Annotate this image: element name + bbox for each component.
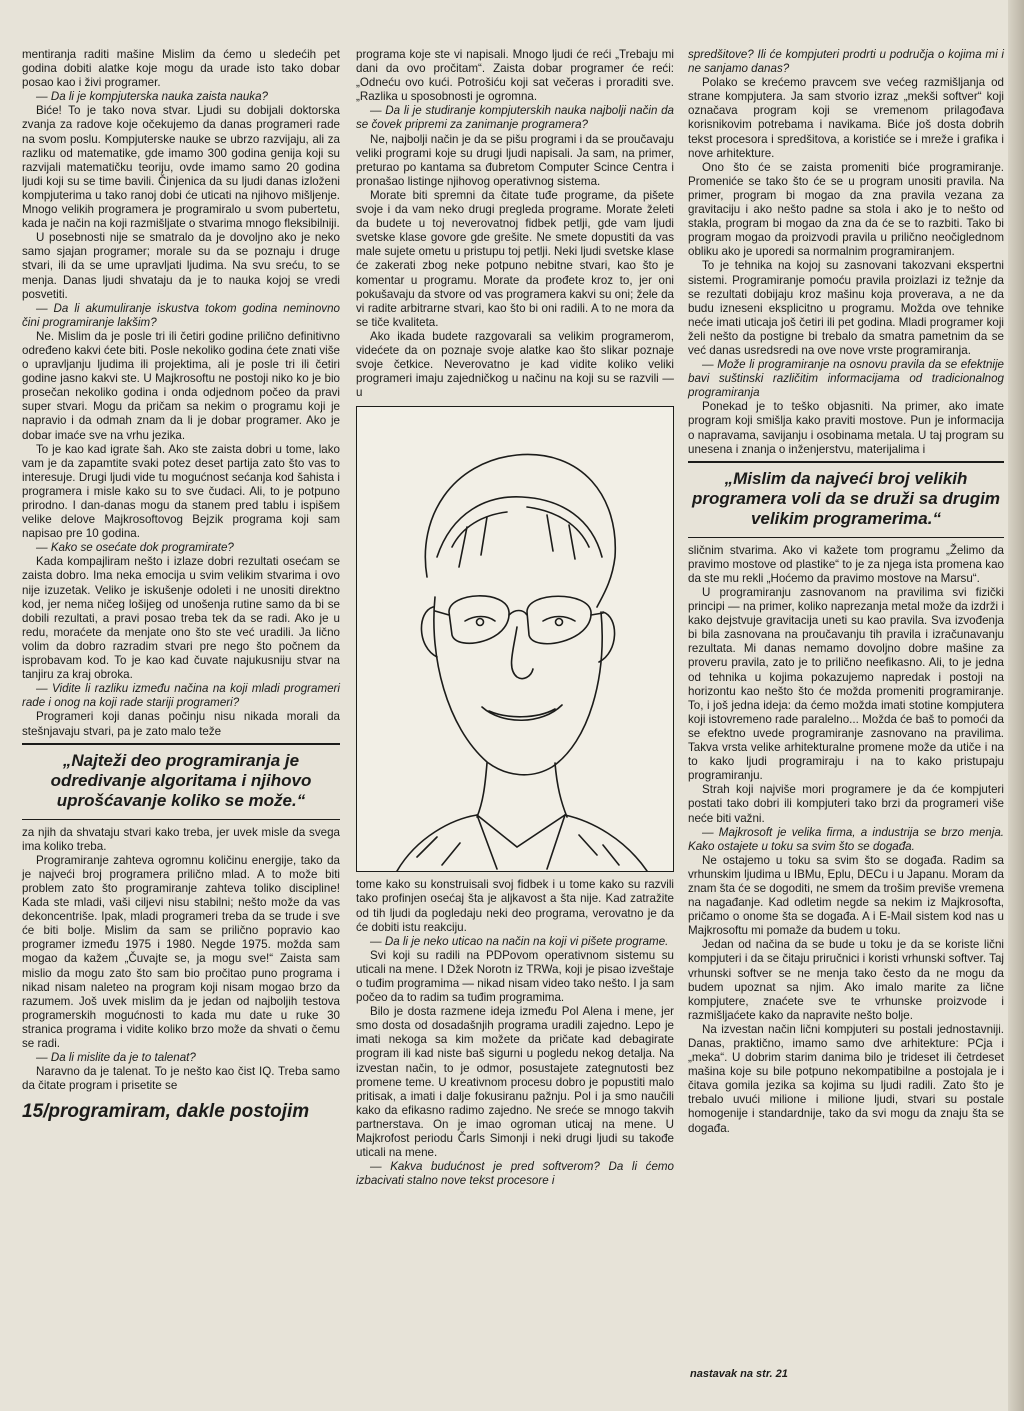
interview-question: — Majkrosoft je velika firma, a industrija se brzo menja. Kako ostajete u toku sa svim što se događa.: [688, 825, 1004, 853]
paragraph: Svi koji su radili na PDPovom operativnom sistemu su uticali na mene. I Džek Norotn iz TRWa, koji je pisao izveštaje o tuđim programima — nikad nisam video tako nešto. I ja sam počeo da to radim sa tuđim programima.: [356, 948, 674, 1005]
continued-on-page: nastavak na str. 21: [690, 1368, 788, 1380]
paragraph: Ne, najbolji način je da se pišu programi i da se proučavaju veliki programi koje su drugi ljudi napisali. Ja sam, na primer, preturao po kantama sa đubretom Computer Scince Centra i pronašao listinge njihovog operativnog sistema.: [356, 132, 674, 188]
paragraph: Jedan od načina da se bude u toku je da se koriste lični kompjuteri i da se čitaju priručnici i koristi vrhunski softver. Taj vrhunski softver se ne menja tako često da ne mogu da budem upoznat sa njim. Ako imalo marite za lične kompjutere, znaćete sve te vrhunske proizvode i razmišljaćete kako da napravite nešto bolje.: [688, 938, 1004, 1022]
portrait-sketch-icon: [357, 407, 673, 871]
paragraph: Ponekad je to teško objasniti. Na primer, ako imate program koji smišlja kako praviti mostove. Pun je informacija o napravama, savijanju i osobinama metala. U taj program su unesena i znanja o inženjerstvu, materijalima i: [688, 400, 1004, 456]
paragraph: Ne ostajemo u toku sa svim što se događa. Radim sa vrhunskim ljudima u IBMu, Eplu, DECu i u Japanu. Moram da znam šta će se dogoditi, ne smem da trošim previše vremena na nagađanje. Kad odletim negde sa nekim iz Majkrosofta, pričamo o onome šta se događa. A i E-Mail sistem kod nas u Majkrosoftu mi pomaže da budem u toku.: [688, 853, 1004, 938]
paragraph: programa koje ste vi napisali. Mnogo ljudi će reći „Trebaju mi dani da ovo pročitam“. Zaista dobar programer će reći: „Odneću ovo kući. Potrošiću koji sat večeras i proraditi sve. „Razlika u sposobnosti je ogromna.: [356, 48, 674, 104]
paragraph: Ako ikada budete razgovarali sa velikim programerom, videćete da on poznaje svoje alatke kao što slikar poznaje svoje četkice. Neverovatno je kad vidite koliko veliki programeri imaju zajedničkog u načinu na koji su se razvili — u: [356, 329, 674, 400]
interview-question: — Kakva budućnost je pred softverom? Da li ćemo izbacivati stalno nove tekst procesore i: [356, 1160, 674, 1188]
paragraph: sličnim stvarima. Ako vi kažete tom programu „Želimo da pravimo mostove od plastike“ to je za njega ista promena kao da ste mu rekli „Hoćemo da pravimo mostove na Marsu“.: [688, 543, 1004, 585]
paragraph: Ne. Mislim da je posle tri ili četiri godine prilično definitivno određeno kakvi ćete biti. Posle nekoliko godina ćete znati više o upravljanju ljudima ili projektima, ali je posle tri ili četiri godine jasno kakvi ste. U Majkrosoftu ne postoji niko ko je bio prosečan nekoliko godina i onda odjednom počeo da pravi super stvari. Mogu da pričam sa nekim o programu koji je napravio i da odmah znam da li je dobar programer. Ako je dobar imaće sve na vrhu jezika.: [22, 329, 340, 442]
paragraph: Ono što će se zaista promeniti biće programiranje. Promeniće se tako što će se u program unositi pravila. Na primer, program bi mogao da zna pravila vezana za gravitaciju i ako nešto padne sa stola i ako je to nešto od stakla, program bi mogao da zna da će se to razbiti. Tako bi program mogao da proizvodi pravila u prilično neočiglednom obliku ako je uporedi sa normalnim programiranjem.: [688, 160, 1004, 259]
paragraph: To je tehnika na kojoj su zasnovani takozvani ekspertni sistemi. Programiranje pomoću pravila proizlazi iz težnje da se rezultati dobijaju kroz mašinu koja proverava, a ne da budu izneseni eksplicitno u programu. Možda ove tehnike neće imati uticaja još četiri ili pet godina. Mladi programer koji želi nešto da postigne bi trebalo da smatra pametnim da se već danas usredsredi na ove nove vrste programiranja.: [688, 259, 1004, 357]
paragraph: Naravno da je talenat. To je nešto kao čist IQ. Treba samo da čitate program i prisetite se: [22, 1065, 340, 1093]
pull-quote: „Najteži deo programiranja je odredivanje algoritama i njihovo uprošćavanje koliko se može.“: [22, 743, 340, 820]
interview-question: — Da li je studiranje kompjuterskih nauka najbolji način da se čovek pripremi za zanimanje programera?: [356, 104, 674, 132]
paragraph: Polako se krećemo pravcem sve većeg razmišljanja od strane kompjutera. Ja sam stvorio izraz „mekši softver“ koji označava program koji se vremenom prilagođava korisnikovim potrebama i navikama. Biće još dosta dobrih tekst procesora i spredšitova, a koristiće se i mreže i grafika i nove arhitekture.: [688, 76, 1004, 160]
interview-question: — Da li mislite da je to talenat?: [36, 1051, 196, 1065]
paragraph: U programiranju zasnovanom na pravilima svi fizički principi — na primer, koliko naprezanja metal može da izdrži i kako dejstvuje gravitacija uneti su kao pravila. Sva izvođenja bi bila zasnovana na proučavanju tih pravila i izračunavanju rezultata. Mi danas nemamo dovoljno dobre mašine za proveru pravila, zato je to prilično neefikasno. Ali, to je jedna od tehnika u kojima pokazujemo napredak i postoji na horizontu kao nešto što će možda promeniti programiranje. To, i još jedna ideja: da ćemo možda imati stotine kompjutera koji istovremeno rade paralelno... Možda će baš to pomoći da se efektno uvede programiranje zasnovano na pravilima. Takva vrsta velike arhitekturalne promene može da utiče i na to kako ljudi programiraju i na to kako pristupaju programiranju.: [688, 586, 1004, 783]
paragraph: za njih da shvataju stvari kako treba, jer uvek misle da svega ima koliko treba.: [22, 825, 340, 853]
paragraph: Programeri koji danas počinju nisu nikada morali da stešnjavaju stvari, pa je zato malo teže: [22, 710, 340, 738]
column-right: [688, 48, 1004, 1136]
interview-question: — Da li akumuliranje iskustva tokom godina neminovno čini programiranje lakšim?: [22, 301, 340, 329]
interview-question: — Da li je kompjuterska nauka zaista nauka?: [36, 90, 268, 104]
pull-quote: „Mislim da najveći broj velikih programera voli da se druži sa drugim velikim programerima.“: [688, 461, 1004, 538]
paragraph: Kada kompajliram nešto i izlaze dobri rezultati osećam se zaista dobro. Ima neka emocija u svim velikim stvarima i ovo nije izuzetak. Veliko je iskušenje odoleti i ne unositi direktno kod, jer nema ničeg lošijeg od unošenja rutine samo da bi se dobili rezultati, a pravi posao treba tek da se radi. Ako je u redu, moraćete da menjate ono što ste već uradili. Ja lično volim da dobro razradim stvari pre nego što počnem da isprobavam kod. To je kao kad čuvate najukusniju stvar na tanjiru za kraj obroka.: [22, 555, 340, 682]
paragraph: Programiranje zahteva ogromnu količinu energije, tako da je najveći broj programera prilično mlad. A to može biti problem zato što programiranje zahteva toliko discipline! Kada ste mladi, vaši ciljevi nisu stabilni; nešto može da vas dekoncentriše. Ipak, mladi programeri treba da se trude i sve će biti bolje. Mislim da sam se prilično popravio kao programer između 1975 i 1980. Negde 1975. možda sam mogao da kažem „Čuvajte se, ja mogu sve!“ Zaista sam mislio da mogu zato što sam bio pročitao puno programa i nikad nisam naleteo na program koji nisam mogao brzo da razumem. Još uvek mislim da je jedan od najboljih testova programerskih mogućnosti to kada mu date u ruke 30 stranica programa i vidite koliko brzo može da shvati o čemu se radi.: [22, 853, 340, 1050]
paragraph: Biće! To je tako nova stvar. Ljudi su dobijali doktorska zvanja za radove koje očekujemo da danas programeri rade na svom poslu. Kompjuterske nauke se ubrzo razvijaju, ali za razliku od matematike, gde imamo 300 godina genija koji su razvijali matematičku teoriju, ovde imamo samo 20 godina ljudi koji su se time bavili. Činjenica da su ljudi danas izloženi kompjuterima u tako ranoj dobi će uticati na njihovo mišljenje. Mnogo velikih programera je programiralo u svom pubertetu, kada je način na koji razmišljate o stvarima mnogo fleksibilniji.: [22, 104, 340, 231]
interview-question: — Vidite li razliku između načina na koji mladi programeri rade i onog na koji rade stariji programeri?: [22, 682, 340, 710]
portrait-illustration: [356, 406, 674, 872]
paragraph: Morate biti spremni da čitate tuđe programe, da pišete svoje i da vam neko drugi pregleda programe. Morate želeti da budete u toj neverovatnoj fidbek petlji, gde vam ljudi svetske klase govore gde grešite. Ne smete dopustiti da vas male sujete ometu u pristupu toj petlji. Neki ljudi svetske klase će zakerati zbog neke potpuno nebitne stvari, kao što je komentar u programu. Morate da prođete kroz to, jer oni pokušavaju da stvore od vas programera kakvi su oni; žele da vi radite arbitrarne stvari, kao što bi oni radili. A to ne mora da se tiče kvaliteta.: [356, 188, 674, 329]
paragraph: Strah koji najviše mori programere je da će kompjuteri postati tako dobri ili kompjuteri tako brzi da programeri više neće biti važni.: [688, 783, 1004, 825]
interview-question: spredšitove? Ili će kompjuteri prodrti u područja o kojima mi i ne sanjamo danas?: [688, 48, 1004, 76]
page-footer-title: 15/programiram, dakle postojim: [22, 1101, 310, 1123]
paragraph: U posebnosti nije se smatralo da je dovoljno ako je neko samo sjajan programer; morale su da se poznaju i druge stvari, ili da se ume upravljati ljudima. Na svu sreću, to se menja. Danas ljudi shvataju da je to nauka kojoj se vredi posvetiti.: [22, 231, 340, 301]
interview-question: — Da li je neko uticao na način na koji vi pišete programe.: [370, 934, 669, 948]
column-left: [22, 48, 340, 1123]
column-middle: [356, 48, 674, 1188]
interview-question: — Kako se osećate dok programirate?: [36, 541, 234, 555]
interview-question: — Može li programiranje na osnovu pravila da se efektnije bavi suštinski različitim informacijama od tradicionalnog programiranja: [688, 358, 1004, 400]
paragraph: Bilo je dosta razmene ideja između Pol Alena i mene, jer smo dosta od dosadašnjih programa uradili zajedno. Lepo je imati nekoga sa kim možete da pričate kad debagirate program ili kad niste baš sigurni u pogledu nekog detalja. Na izvestan način, to je odmor, posustajete zategnutosti bez promene teme. U kreativnom procesu dobro je popustiti malo pritisak, a imati i dalje fokusiranu pažnju. Pol i ja smo naučili kako da efikasno radimo zajedno. Ne sreće se mnogo takvih partnerstava. On je imao ogroman uticaj na mene. U Majkrofost periodu Čarls Simonji i neki drugi ljudi su takođe uticali na mene.: [356, 1005, 674, 1160]
paragraph: tome kako su konstruisali svoj fidbek i u tome kako su razvili tako profinjen osećaj šta je aljkavost a šta nije. Kad zatražite od tih ljudi da pogledaju neki deo programa, verovatno je da će dobiti istu reakciju.: [356, 878, 674, 934]
paragraph: Na izvestan način lični kompjuteri su postali jednostavniji. Danas, praktično, imamo samo dve arhitekture: PCja i „meka“. U dobrim starim danima bilo je trideset ili četrdeset mašina koje su bile potpuno nekompatibilne a postojala je i čitava gomila jezika sa kojima su ljudi radili. Zato što je trebalo uvući milione i milione ljudi, stvari su postale homogenije i standardnije, tako da svi mogu da znaju šta se događa.: [688, 1022, 1004, 1135]
page-edge-shadow: [1008, 0, 1024, 1411]
paragraph: mentiranja raditi mašine Mislim da ćemo u sledećih pet godina dobiti alatke koje mogu da urade isto tako dobar posao kao i živi programer.: [22, 48, 340, 90]
paragraph: To je kao kad igrate šah. Ako ste zaista dobri u tome, lako vam je da zapamtite svaki potez deset partija zato što vas to interesuje. Drugi ljudi vide tu mogućnost sećanja kod šahista i programera i misle kako su to sve čudaci. Ali, to je potpuno prirodno. I dan-danas mogu da stanem pred tablu i ispišem velike delove Majkrosoftovog Bejzik programa koji sam napisao pre 10 godina.: [22, 442, 340, 541]
